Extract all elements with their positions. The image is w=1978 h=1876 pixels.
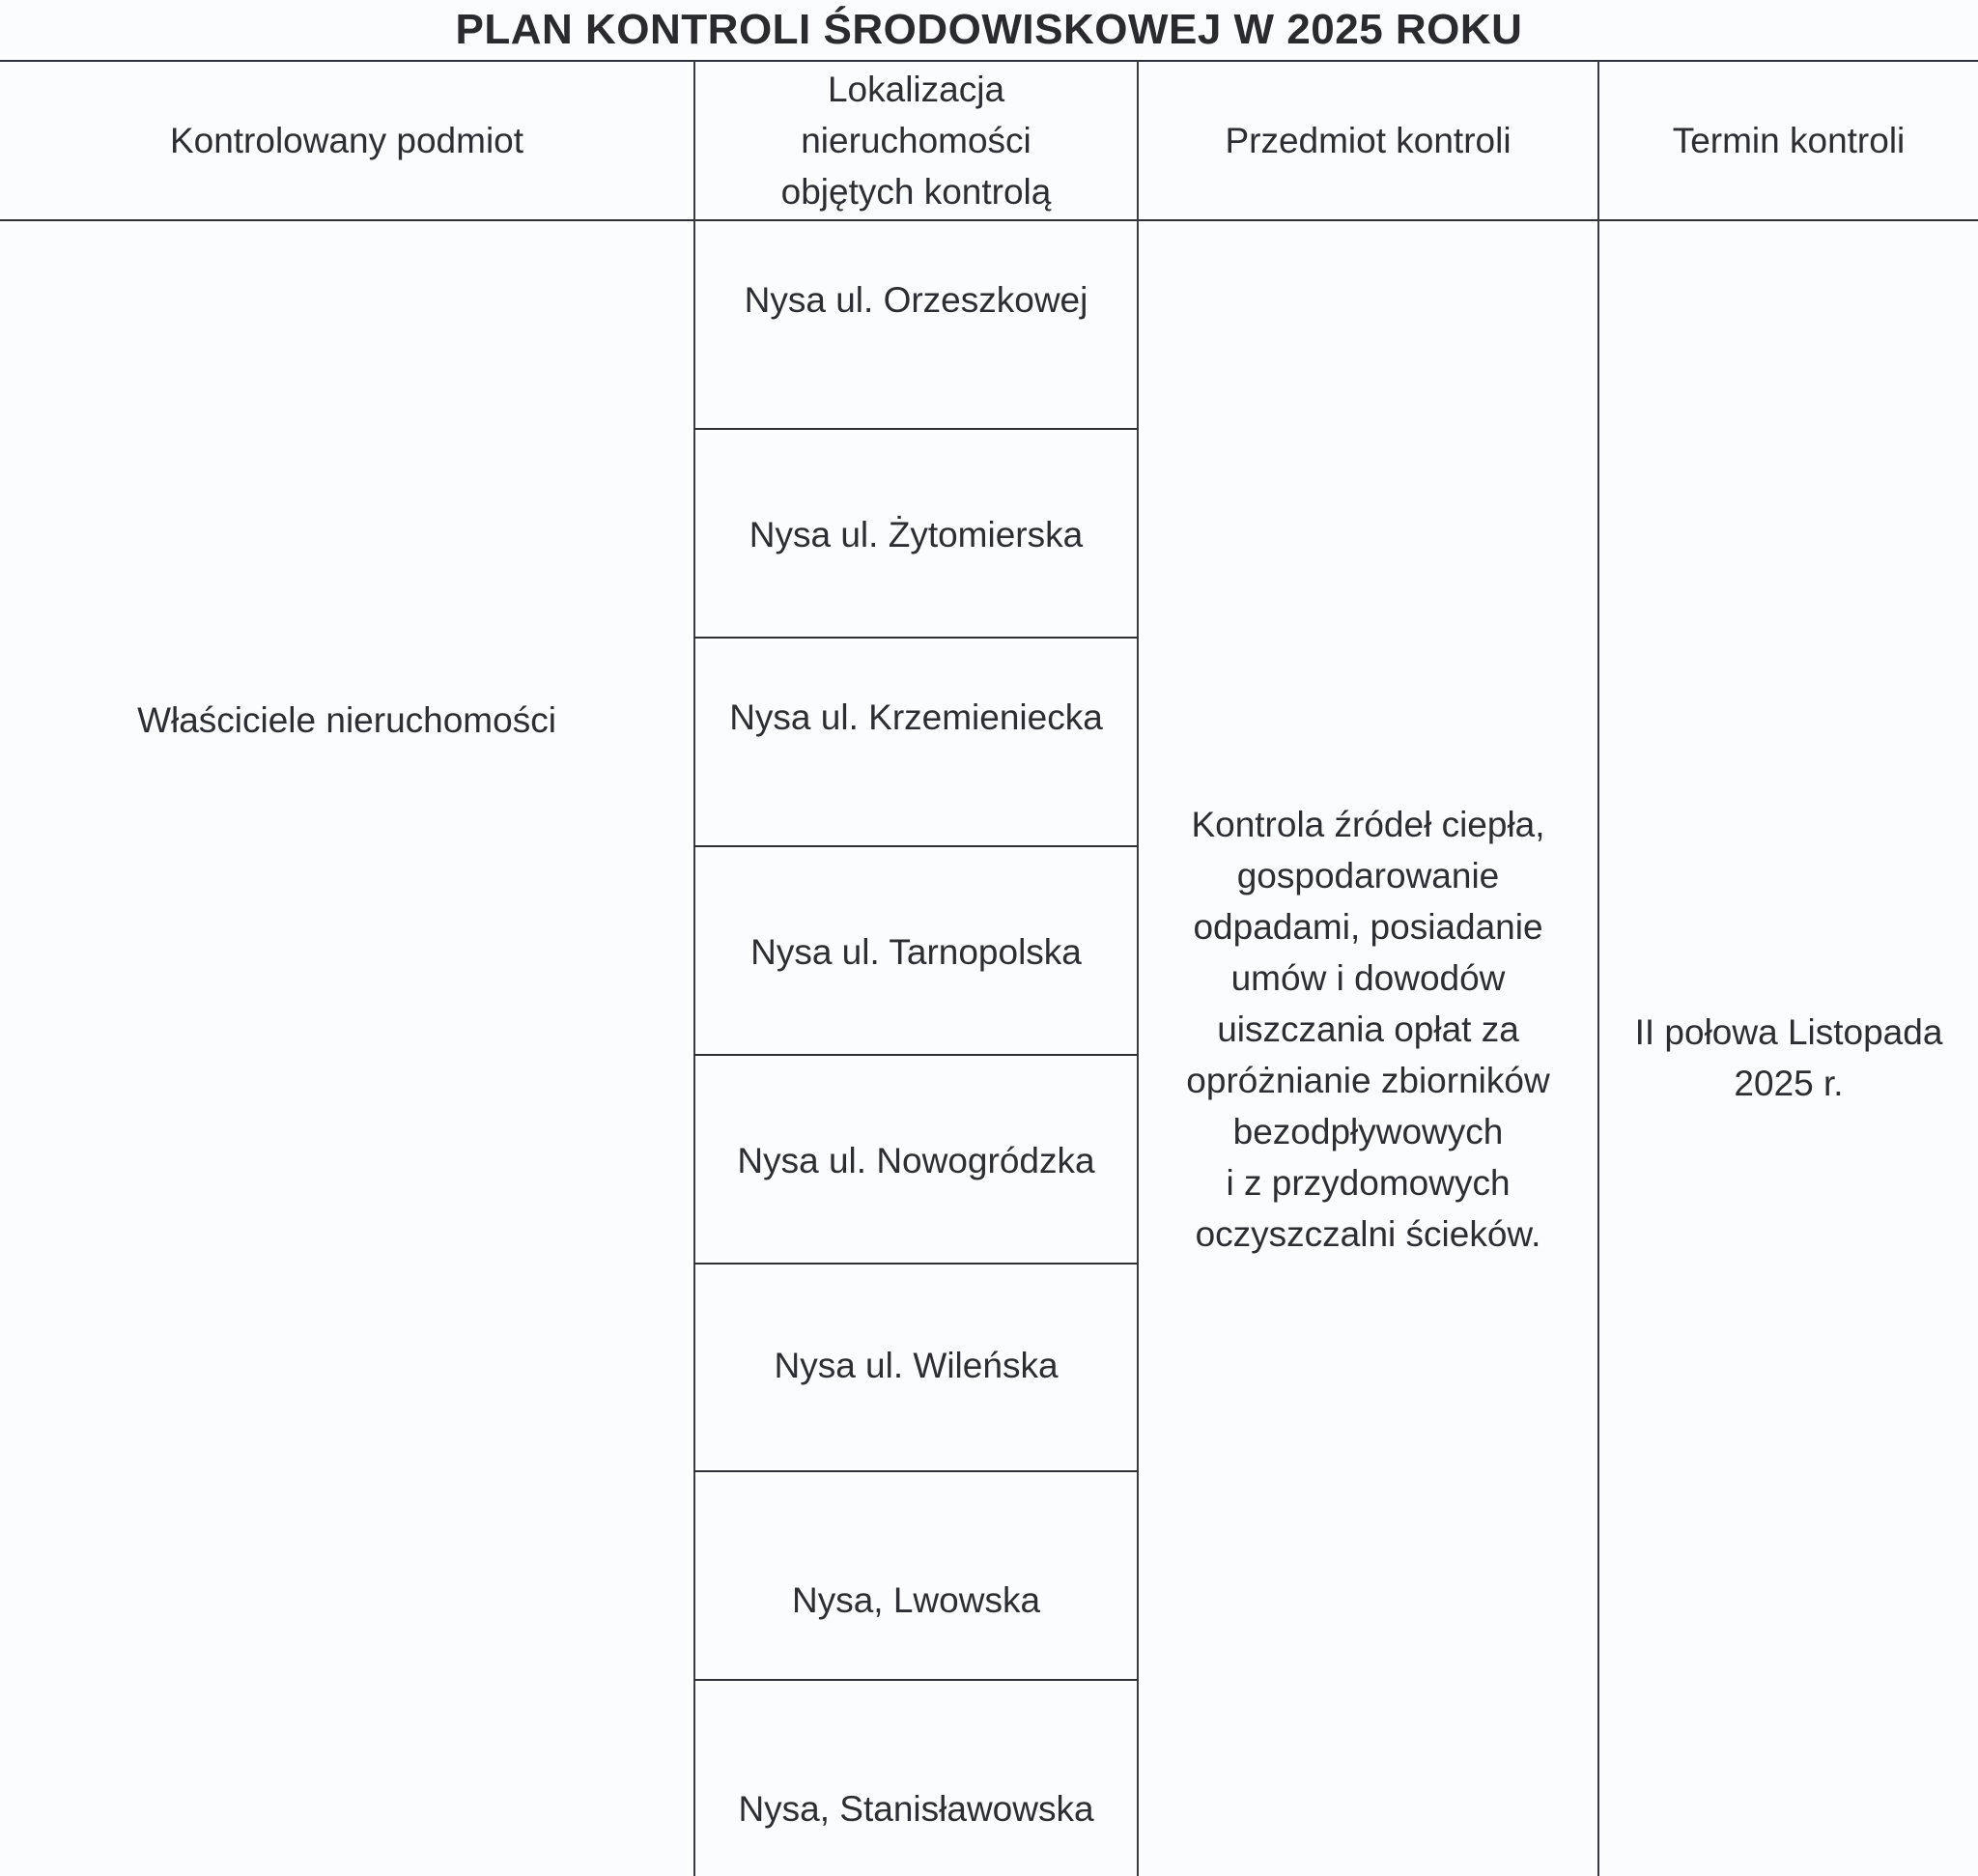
header-term [1599,62,1978,219]
header-bottom-border [0,219,1978,221]
location-cell [695,261,1137,338]
header-location-line: Lokalizacja [827,70,1005,109]
header-location [695,62,1137,219]
location-text: Nysa ul. Wileńska [774,1345,1059,1385]
row-divider [694,1263,1138,1265]
location-cell [695,1326,1137,1404]
row-divider [694,1054,1138,1056]
row-divider [694,637,1138,639]
column-divider [1597,61,1599,1876]
row-divider [694,845,1138,847]
location-text: Nysa, Stanisławowska [738,1788,1094,1829]
location-cell [695,1561,1137,1638]
header-scope-label: Przedmiot kontroli [1225,121,1512,160]
location-text: Nysa ul. Nowogródzka [737,1140,1095,1180]
header-subject [0,62,693,219]
header-scope [1139,62,1597,219]
scope-line: uiszczania opłat za [1217,1009,1519,1049]
scope-line: oczyszczalni ścieków. [1195,1213,1541,1254]
term-cell [1599,1005,1978,1111]
location-text: Nysa ul. Orzeszkowej [744,279,1088,320]
scope-cell [1139,797,1597,1261]
term-line: II połowa Listopada [1634,1012,1943,1052]
subject-cell [0,676,693,763]
subject-text: Właściciele nieruchomości [137,699,556,740]
scope-line: umów i dowodów [1230,957,1506,998]
scope-line: i z przydomowych [1226,1162,1511,1203]
location-text: Nysa ul. Żytomierska [749,514,1084,554]
document-title: PLAN KONTROLI ŚRODOWISKOWEJ W 2025 ROKU [455,6,1523,53]
location-cell [695,1122,1137,1199]
location-text: Nysa ul. Tarnopolska [750,931,1082,972]
header-subject-label: Kontrolowany podmiot [169,121,524,160]
scope-line: opróżnianie zbiorników [1186,1060,1550,1100]
location-text: Nysa ul. Krzemieniecka [729,696,1103,737]
scope-line: gospodarowanie [1236,855,1500,895]
header-location-line: nieruchomości [801,121,1031,160]
row-divider [694,428,1138,430]
location-cell [695,496,1137,573]
location-cell [695,1770,1137,1847]
scope-line: odpadami, posiadanie [1193,906,1543,947]
header-location-line: objętych kontrolą [780,172,1052,212]
location-text: Nysa, Lwowska [791,1579,1041,1620]
term-line: 2025 r. [1734,1064,1844,1103]
row-divider [694,1470,1138,1472]
scope-line: bezodpływowych [1232,1111,1504,1151]
location-cell [695,678,1137,755]
row-divider [694,1679,1138,1681]
scope-line: Kontrola źródeł ciepła, [1191,804,1545,844]
header-term-label: Termin kontroli [1672,121,1906,160]
location-cell [695,913,1137,990]
